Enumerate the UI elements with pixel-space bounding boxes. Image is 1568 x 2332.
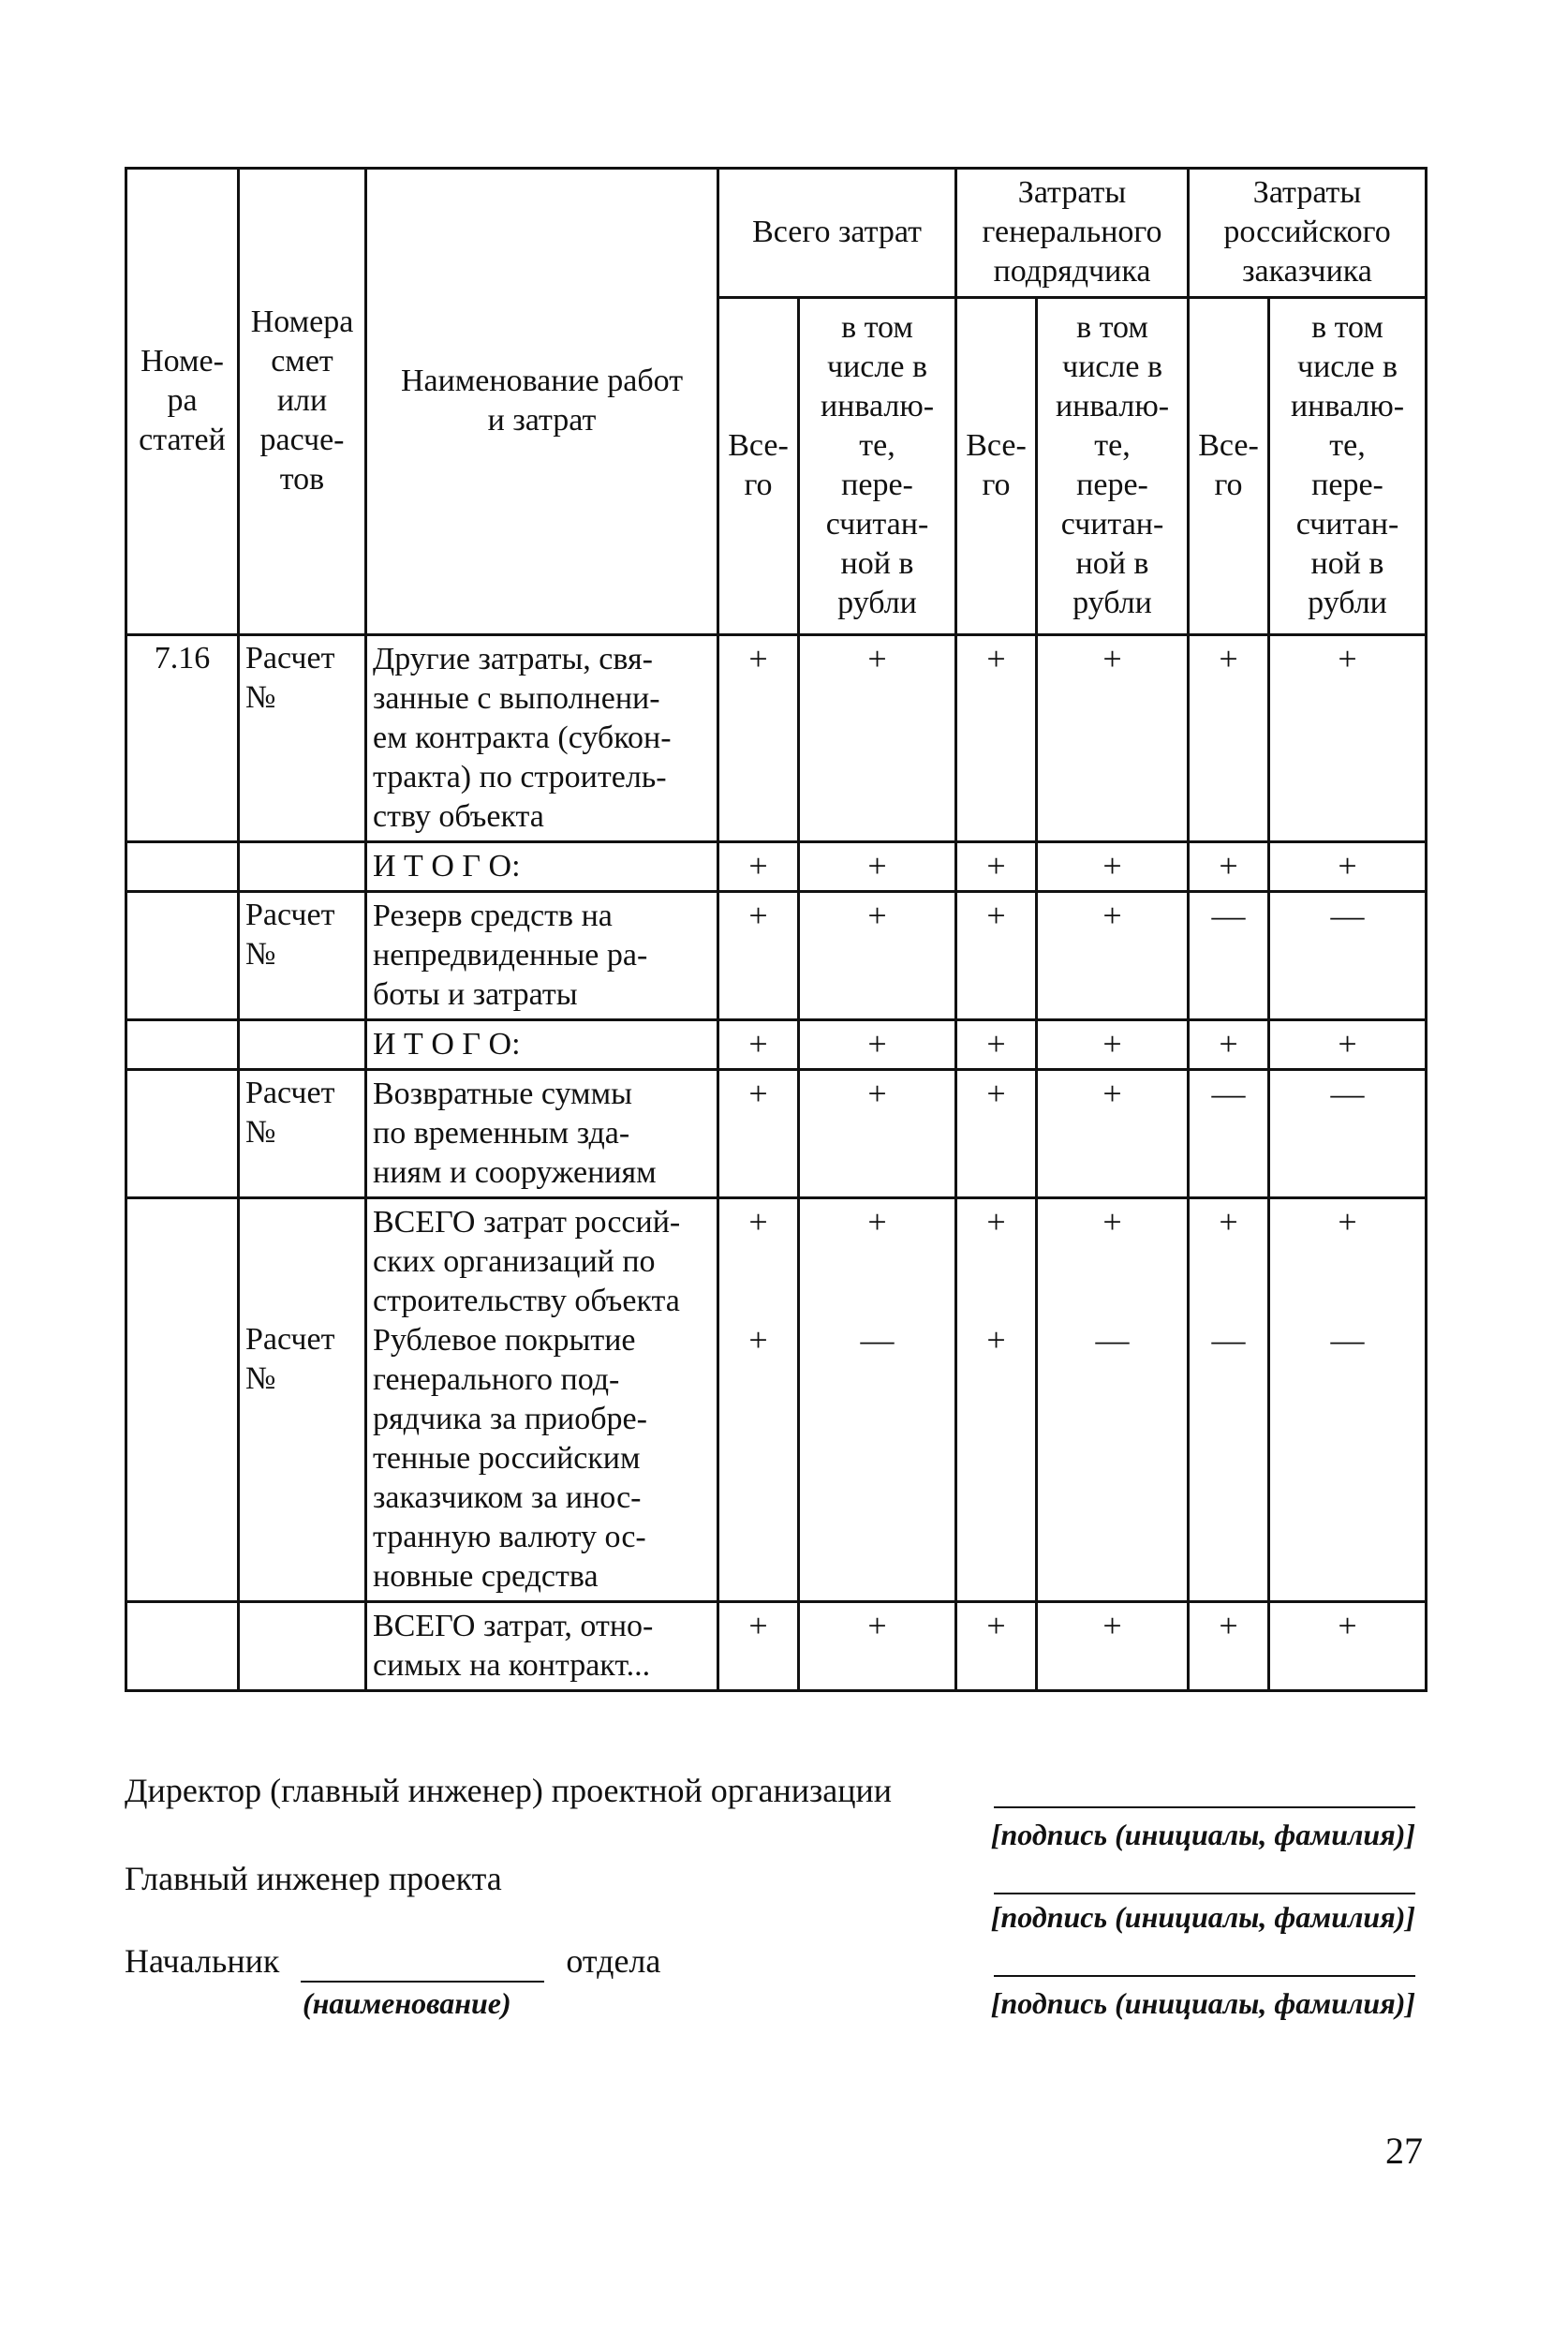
mark-cell xyxy=(956,892,1037,1020)
header-russian-customer-costs xyxy=(1189,169,1427,298)
header-line: числе в xyxy=(1297,349,1398,384)
header-line: подрядчика xyxy=(993,253,1151,289)
header-line: числе в xyxy=(1062,349,1163,384)
estimate-number-cell xyxy=(239,1602,366,1691)
header-line: считан- xyxy=(1295,506,1399,542)
mark-cell-line: + xyxy=(1102,897,1122,934)
mark-cell-line: + xyxy=(986,847,1006,884)
work-name-cell-line: Возвратные суммы xyxy=(373,1077,632,1111)
header-sub-total xyxy=(718,298,799,635)
header-line: Номера xyxy=(250,304,354,339)
mark-cell-line: + xyxy=(1219,1607,1238,1644)
header-line: инвалю- xyxy=(820,388,935,423)
article-number-cell-line xyxy=(133,1203,231,1242)
header-line: Все- xyxy=(966,427,1027,463)
mark-cell-line: + xyxy=(867,897,887,934)
mark-cell xyxy=(1037,1602,1189,1691)
chief-engineer-signature-hint: [подпись (инициалы, фамилия)] xyxy=(990,1900,1415,1934)
header-line: Номе- xyxy=(141,343,224,379)
mark-cell xyxy=(956,1070,1037,1198)
mark-cell xyxy=(1189,1198,1269,1602)
header-line: ной в xyxy=(1075,545,1149,581)
mark-cell xyxy=(799,892,956,1020)
estimate-number-line: Расчет xyxy=(245,1322,335,1357)
table-row xyxy=(126,1020,1427,1070)
header-line: российского xyxy=(1223,214,1391,249)
mark-line: + xyxy=(1102,1203,1122,1240)
header-line: рубли xyxy=(1072,585,1152,620)
mark-line: — xyxy=(1211,1321,1246,1359)
mark-line: — xyxy=(860,1321,895,1359)
header-line: или xyxy=(276,382,328,418)
header-line: тов xyxy=(279,461,325,497)
work-name-cell-line: занные с выполнени- xyxy=(373,681,660,716)
mark-cell-line: + xyxy=(986,1025,1006,1062)
estimate-number-cell xyxy=(239,892,366,1020)
mark-cell xyxy=(1037,1070,1189,1198)
mark-line: — xyxy=(1330,1321,1365,1359)
work-name-cell xyxy=(366,1602,718,1691)
work-name-cell-line: И Т О Г О: xyxy=(373,1027,521,1062)
mark-line: + xyxy=(1338,1203,1357,1240)
header-line: Затраты xyxy=(1017,174,1127,210)
header-general-contractor-costs xyxy=(956,169,1189,298)
mark-cell-line: + xyxy=(748,847,768,884)
article-number-cell-line xyxy=(133,847,231,886)
header-line: считан- xyxy=(1060,506,1164,542)
mark-line: + xyxy=(1219,1203,1238,1240)
mark-line: + xyxy=(748,1321,768,1359)
mark-cell-line: + xyxy=(1338,640,1357,677)
mark-cell xyxy=(718,892,799,1020)
estimate-number-cell-line: Расчет xyxy=(245,1076,335,1110)
mark-cell xyxy=(718,635,799,842)
header-work-name xyxy=(366,169,718,635)
mark-cell-line: + xyxy=(1102,847,1122,884)
head-signature-line xyxy=(994,1975,1415,1977)
header-line: инвалю- xyxy=(1290,388,1405,423)
mark-cell-line: + xyxy=(867,1025,887,1062)
table-row xyxy=(126,1198,1427,1602)
work-name-cell-line: рядчика за приобре- xyxy=(373,1402,647,1436)
mark-cell xyxy=(1269,1198,1427,1602)
header-line: ной в xyxy=(1310,545,1384,581)
estimate-number-cell-line: № xyxy=(245,1115,276,1150)
work-name-cell-line: заказчиком за инос- xyxy=(373,1480,642,1515)
signature-block xyxy=(125,1771,1425,2028)
header-line: рубли xyxy=(837,585,917,620)
mark-cell xyxy=(1189,1020,1269,1070)
mark-cell xyxy=(1189,1602,1269,1691)
mark-cell xyxy=(1189,892,1269,1020)
article-number-cell xyxy=(126,842,239,892)
estimate-number-cell xyxy=(239,1070,366,1198)
header-line: ра xyxy=(167,382,198,418)
mark-line: + xyxy=(748,1203,768,1240)
mark-cell-line: + xyxy=(748,1607,768,1644)
header-line: Затраты xyxy=(1252,174,1362,210)
header-line: Все- xyxy=(728,427,789,463)
article-number-cell xyxy=(126,635,239,842)
work-name-cell-line: по временным зда- xyxy=(373,1116,630,1151)
header-estimate-numbers xyxy=(239,169,366,635)
mark-cell-line: + xyxy=(986,1607,1006,1644)
mark-cell-line: + xyxy=(1102,1025,1122,1062)
chief-engineer-label: Главный инженер проекта xyxy=(125,1860,502,1897)
article-number-cell-line: 7.16 xyxy=(154,641,211,676)
mark-cell xyxy=(956,1020,1037,1070)
work-name-cell-line: ем контракта (субкон- xyxy=(373,720,672,755)
article-number-cell xyxy=(126,1070,239,1198)
mark-cell-line: + xyxy=(867,1075,887,1112)
header-line: инвалю- xyxy=(1055,388,1170,423)
mark-cell xyxy=(1269,842,1427,892)
mark-cell xyxy=(799,1198,956,1602)
article-number-cell xyxy=(126,892,239,1020)
mark-cell xyxy=(718,1198,799,1602)
work-name-cell-line: ниям и сооружениям xyxy=(373,1155,657,1190)
mark-cell-line: + xyxy=(1338,1025,1357,1062)
mark-cell-line: + xyxy=(1219,640,1238,677)
estimate-number-cell-line xyxy=(245,1025,359,1064)
mark-cell-line: — xyxy=(1211,1075,1246,1112)
mark-cell-line: + xyxy=(1102,1075,1122,1112)
mark-cell xyxy=(1037,1198,1189,1602)
work-name-cell-line: Другие затраты, свя- xyxy=(373,642,653,676)
department-name-hint: (наименование) xyxy=(303,1986,511,2020)
mark-cell xyxy=(799,635,956,842)
header-sub-currency xyxy=(1037,298,1189,635)
header-line: Всего затрат xyxy=(752,214,922,249)
mark-cell xyxy=(956,1198,1037,1602)
mark-cell xyxy=(1037,892,1189,1020)
work-name-cell-line: Резерв средств на xyxy=(373,899,613,933)
mark-cell xyxy=(1269,1070,1427,1198)
work-name-cell xyxy=(366,892,718,1020)
mark-cell-line: + xyxy=(1338,1607,1357,1644)
mark-cell xyxy=(956,842,1037,892)
work-name-cell-line: И Т О Г О: xyxy=(373,849,521,884)
mark-line: + xyxy=(986,1321,1006,1359)
header-line: считан- xyxy=(825,506,929,542)
mark-cell xyxy=(1269,635,1427,842)
header-total-costs xyxy=(718,169,956,298)
table-row xyxy=(126,892,1427,1020)
mark-cell xyxy=(1189,635,1269,842)
mark-cell xyxy=(1269,1020,1427,1070)
mark-cell xyxy=(718,1070,799,1198)
department-label: отдела xyxy=(566,1942,661,1980)
estimate-number-line: № xyxy=(245,1361,276,1396)
mark-cell xyxy=(1269,1602,1427,1691)
work-name-cell xyxy=(366,842,718,892)
mark-cell-line: + xyxy=(986,1075,1006,1112)
mark-cell-line: + xyxy=(748,640,768,677)
header-line: рубли xyxy=(1308,585,1387,620)
table-row xyxy=(126,1070,1427,1198)
department-name-line xyxy=(301,1941,544,1983)
header-line: го xyxy=(744,467,773,502)
mark-line: — xyxy=(1095,1321,1130,1359)
mark-cell-line: + xyxy=(748,897,768,934)
header-line: расче- xyxy=(259,422,345,457)
work-name-cell-line: новные средства xyxy=(373,1559,599,1594)
header-line: статей xyxy=(139,422,226,457)
mark-cell xyxy=(799,1070,956,1198)
mark-line: + xyxy=(867,1203,887,1240)
work-name-cell-line: генерального под- xyxy=(373,1362,620,1397)
header-sub-currency xyxy=(1269,298,1427,635)
header-line: го xyxy=(982,467,1011,502)
mark-cell-line: + xyxy=(748,1025,768,1062)
work-name-cell xyxy=(366,635,718,842)
header-line: ной в xyxy=(840,545,914,581)
header-line: в том xyxy=(1076,309,1148,345)
estimate-number-cell-line xyxy=(245,847,359,886)
article-number-cell xyxy=(126,1020,239,1070)
mark-cell-line: — xyxy=(1330,1075,1365,1112)
page-number: 27 xyxy=(1385,2130,1423,2172)
director-signature-hint: [подпись (инициалы, фамилия)] xyxy=(990,1818,1415,1851)
mark-cell xyxy=(1037,635,1189,842)
mark-cell xyxy=(799,1020,956,1070)
mark-cell xyxy=(956,635,1037,842)
article-number-cell-line xyxy=(133,1607,231,1646)
header-line: те, xyxy=(859,427,895,463)
director-signature-row xyxy=(125,1771,1425,1818)
director-signature-line xyxy=(994,1806,1415,1808)
head-label: Начальник xyxy=(125,1942,280,1980)
mark-line: + xyxy=(986,1203,1006,1240)
mark-cell-line: + xyxy=(1102,1607,1122,1644)
table-row xyxy=(126,1602,1427,1691)
mark-cell xyxy=(718,1602,799,1691)
work-name-cell xyxy=(366,1198,718,1602)
header-line: смет xyxy=(271,343,333,379)
mark-cell-line: + xyxy=(986,897,1006,934)
estimate-number-cell-line: № xyxy=(245,937,276,972)
work-name-cell-line: симых на контракт... xyxy=(373,1648,651,1683)
mark-cell-line: + xyxy=(1102,640,1122,677)
mark-cell-line: — xyxy=(1211,897,1246,934)
header-line: Наименование работ xyxy=(400,363,684,398)
header-sub-currency xyxy=(799,298,956,635)
cost-table xyxy=(125,167,1427,1692)
head-signature-hint: [подпись (инициалы, фамилия)] xyxy=(990,1986,1415,2020)
article-number-cell-line xyxy=(133,1075,231,1114)
mark-cell xyxy=(1269,892,1427,1020)
mark-cell-line: — xyxy=(1330,897,1365,934)
table-row xyxy=(126,635,1427,842)
mark-cell xyxy=(1189,1070,1269,1198)
header-line: те, xyxy=(1094,427,1131,463)
table-row xyxy=(126,842,1427,892)
work-name-cell xyxy=(366,1070,718,1198)
work-name-cell-line: тенные российским xyxy=(373,1441,641,1476)
article-number-cell-line xyxy=(133,897,231,936)
header-sub-total xyxy=(1189,298,1269,635)
mark-cell-line: + xyxy=(1219,847,1238,884)
estimate-number-cell-line: Расчет xyxy=(245,641,335,676)
mark-cell xyxy=(718,1020,799,1070)
mark-cell xyxy=(956,1602,1037,1691)
article-number-cell xyxy=(126,1602,239,1691)
work-name-cell-line: ВСЕГО затрат россий- xyxy=(373,1205,681,1240)
header-article-numbers xyxy=(126,169,239,635)
header-line: те, xyxy=(1329,427,1366,463)
header-line: в том xyxy=(1311,309,1383,345)
article-number-cell-line xyxy=(133,1025,231,1064)
work-name-cell-line: ству объекта xyxy=(373,799,544,834)
header-line: числе в xyxy=(827,349,927,384)
work-name-cell-line: непредвиденные ра- xyxy=(373,938,648,973)
director-label: Директор (главный инженер) проектной организации xyxy=(125,1772,893,1809)
work-name-cell-line: Рублевое покрытие xyxy=(373,1323,636,1358)
work-name-cell-line: боты и затраты xyxy=(373,977,578,1012)
mark-cell-line: + xyxy=(1338,847,1357,884)
header-sub-total xyxy=(956,298,1037,635)
header-line: пере- xyxy=(1311,467,1383,502)
mark-cell-line: + xyxy=(748,1075,768,1112)
mark-cell-line: + xyxy=(986,640,1006,677)
mark-cell-line: + xyxy=(867,847,887,884)
mark-cell xyxy=(1189,842,1269,892)
estimate-number-cell xyxy=(239,842,366,892)
mark-cell xyxy=(1037,842,1189,892)
header-line: генерального xyxy=(982,214,1162,249)
estimate-number-cell-line: № xyxy=(245,680,276,715)
work-name-cell-line: ских организаций по xyxy=(373,1244,656,1279)
mark-cell xyxy=(718,842,799,892)
header-line: заказчика xyxy=(1242,253,1372,289)
header-line: го xyxy=(1214,467,1243,502)
header-line: и затрат xyxy=(487,402,597,438)
header-line: пере- xyxy=(841,467,913,502)
estimate-number-cell xyxy=(239,635,366,842)
work-name-cell-line: тракта) по строитель- xyxy=(373,760,667,795)
estimate-number-cell xyxy=(239,1020,366,1070)
mark-cell-line: + xyxy=(867,1607,887,1644)
work-name-cell-line: транную валюту ос- xyxy=(373,1520,646,1554)
mark-cell xyxy=(799,842,956,892)
work-name-cell-line: ВСЕГО затрат, отно- xyxy=(373,1609,654,1643)
mark-cell-line: + xyxy=(1219,1025,1238,1062)
mark-cell xyxy=(1037,1020,1189,1070)
work-name-cell xyxy=(366,1020,718,1070)
estimate-number-cell-line: Расчет xyxy=(245,898,335,932)
work-name-cell-line: строительству объекта xyxy=(373,1284,680,1318)
mark-cell-line: + xyxy=(867,640,887,677)
estimate-number-cell xyxy=(239,1198,366,1602)
article-number-cell xyxy=(126,1198,239,1602)
header-line: в том xyxy=(841,309,913,345)
mark-cell xyxy=(799,1602,956,1691)
header-line: Все- xyxy=(1198,427,1259,463)
chief-engineer-signature-line xyxy=(994,1893,1415,1894)
header-line: пере- xyxy=(1076,467,1148,502)
estimate-number-cell-line xyxy=(245,1607,359,1646)
